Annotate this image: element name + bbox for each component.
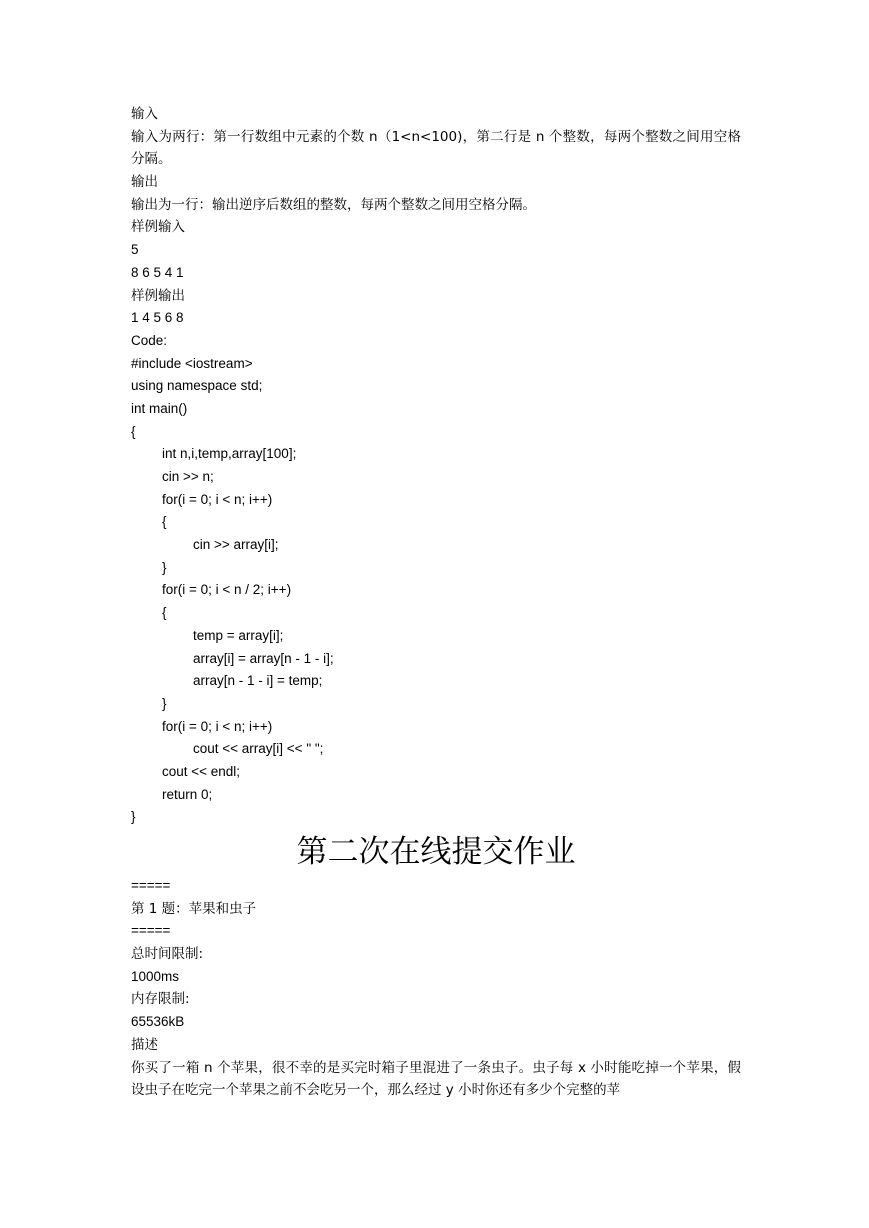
code-label: Code: [131,332,168,348]
code-line: cout << array[i] << " "; [193,741,324,757]
sample-input-line: 8 6 5 4 1 [131,264,184,280]
code-block [131,353,741,829]
input-label: 输入 [131,106,158,122]
code-line: return 0; [162,786,213,802]
memory-limit-label: 内存限制: [131,991,190,1008]
sample-input-line: 5 [131,242,139,258]
code-line: cout << endl; [162,763,241,779]
output-description: 输出为一行：输出逆序后数组的整数，每两个整数之间用空格分隔。 [131,196,536,213]
code-line: { [131,423,136,439]
code-line: for(i = 0; i < n / 2; i++) [162,582,292,598]
separator-line: ===== [131,923,171,939]
code-line: } [162,695,167,711]
code-line: } [131,809,136,825]
description-label: 描述 [131,1036,158,1053]
separator-line: ===== [131,878,171,894]
output-label: 输出 [131,174,158,191]
sample-output-line: 1 4 5 6 8 [131,310,184,326]
input-description: 输入为两行：第一行数组中元素的个数 n（1<n<100)，第二行是 n 个整数，每两个整数之间用空格分隔。 [131,128,741,168]
code-line: #include <iostream> [131,355,253,371]
code-line: temp = array[i]; [193,627,284,643]
code-line: int main() [131,400,188,416]
time-limit-value: 1000ms [131,968,180,984]
code-line: cin >> n; [162,469,214,485]
sample-output-label: 样例输出 [131,287,185,304]
code-line: } [162,559,167,575]
sample-input-label: 样例输入 [131,219,185,236]
description-text: 你买了一箱 n 个苹果，很不幸的是买完时箱子里混进了一条虫子。虫子每 x 小时能吃掉一个苹果，假设虫子在吃完一个苹果之前不会吃另一个，那么经过 y 小时你还有多少个完整的苹 [131,1059,741,1099]
code-line: array[i] = array[n - 1 - i]; [193,650,334,666]
time-limit-label: 总时间限制: [131,946,204,963]
code-line: { [162,605,167,621]
code-line: cin >> array[i]; [193,537,279,553]
code-line: int n,i,temp,array[100]; [162,446,297,462]
code-line: { [162,514,167,530]
code-line: for(i = 0; i < n; i++) [162,491,273,507]
document-page [131,103,741,1102]
section-heading: 第二次在线提交作业 [296,834,576,871]
code-line: using namespace std; [131,378,263,394]
code-line: for(i = 0; i < n; i++) [162,718,273,734]
memory-limit-value: 65536kB [131,1014,185,1030]
problem-title: 第 1 题：苹果和虫子 [131,900,257,917]
code-line: array[n - 1 - i] = temp; [193,673,323,689]
